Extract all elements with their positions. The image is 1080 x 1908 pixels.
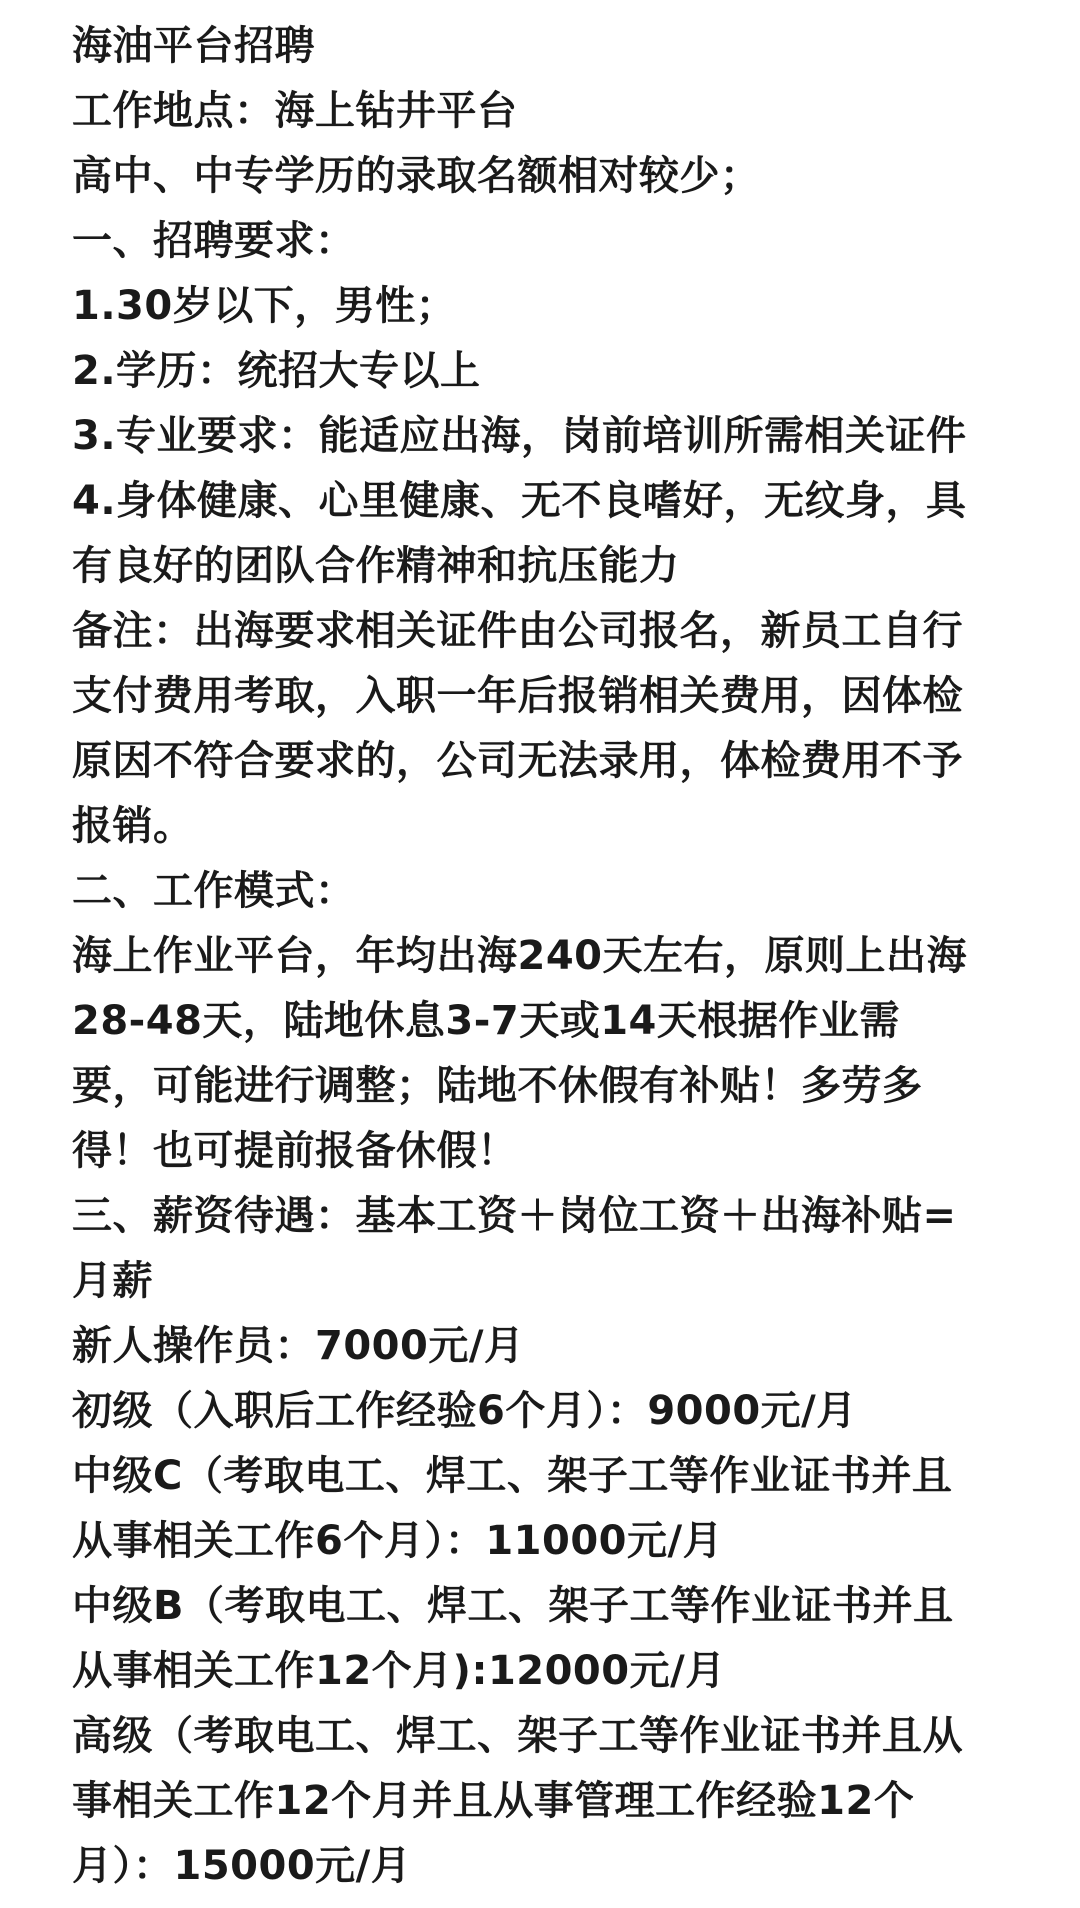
salary-new-operator: 新人操作员：7000元/月 [72, 1323, 525, 1369]
section-heading-salary-line1: 三、薪资待遇：基本工资＋岗位工资＋出海补贴= [72, 1193, 957, 1239]
requirement-health-line1: 4.身体健康、心里健康、无不良嗜好，无纹身，具 [72, 478, 967, 524]
document-title: 海油平台招聘 [72, 23, 315, 69]
work-mode-line4: 得！也可提前报备休假！ [72, 1128, 518, 1174]
requirement-health-line2: 有良好的团队合作精神和抗压能力 [72, 543, 680, 589]
salary-mid-b-line2: 从事相关工作12个月):12000元/月 [72, 1648, 726, 1694]
remark-line4: 报销。 [72, 803, 194, 849]
remark-line1: 备注：出海要求相关证件由公司报名，新员工自行 [72, 608, 963, 654]
remark-line2: 支付费用考取，入职一年后报销相关费用，因体检 [72, 673, 963, 719]
recruitment-document [72, 14, 1032, 1908]
salary-junior: 初级（入职后工作经验6个月）：9000元/月 [72, 1388, 857, 1434]
salary-mid-c-line2: 从事相关工作6个月）：11000元/月 [72, 1518, 724, 1564]
salary-mid-c-line1: 中级C（考取电工、焊工、架子工等作业证书并且 [72, 1453, 953, 1499]
work-location: 工作地点：海上钻井平台 [72, 88, 518, 134]
work-mode-line3: 要，可能进行调整；陆地不休假有补贴！多劳多 [72, 1063, 923, 1109]
salary-senior-line3: 月）：15000元/月 [72, 1843, 412, 1889]
remark-line3: 原因不符合要求的，公司无法录用，体检费用不予 [72, 738, 963, 784]
requirement-major: 3.专业要求：能适应出海，岗前培训所需相关证件 [72, 413, 967, 459]
work-mode-line1: 海上作业平台，年均出海240天左右，原则上出海 [72, 933, 967, 979]
education-note: 高中、中专学历的录取名额相对较少； [72, 153, 761, 199]
work-mode-line2: 28-48天，陆地休息3-7天或14天根据作业需 [72, 998, 900, 1044]
requirement-education: 2.学历：统招大专以上 [72, 348, 481, 394]
section-heading-requirements: 一、招聘要求： [72, 218, 356, 264]
salary-mid-b-line1: 中级B（考取电工、焊工、架子工等作业证书并且 [72, 1583, 954, 1629]
requirement-age: 1.30岁以下，男性； [72, 283, 457, 329]
salary-senior-line2: 事相关工作12个月并且从事管理工作经验12个 [72, 1778, 915, 1824]
salary-senior-line1: 高级（考取电工、焊工、架子工等作业证书并且从 [72, 1713, 963, 1759]
section-heading-salary-line2: 月薪 [72, 1258, 153, 1304]
section-heading-work-mode: 二、工作模式： [72, 868, 356, 914]
